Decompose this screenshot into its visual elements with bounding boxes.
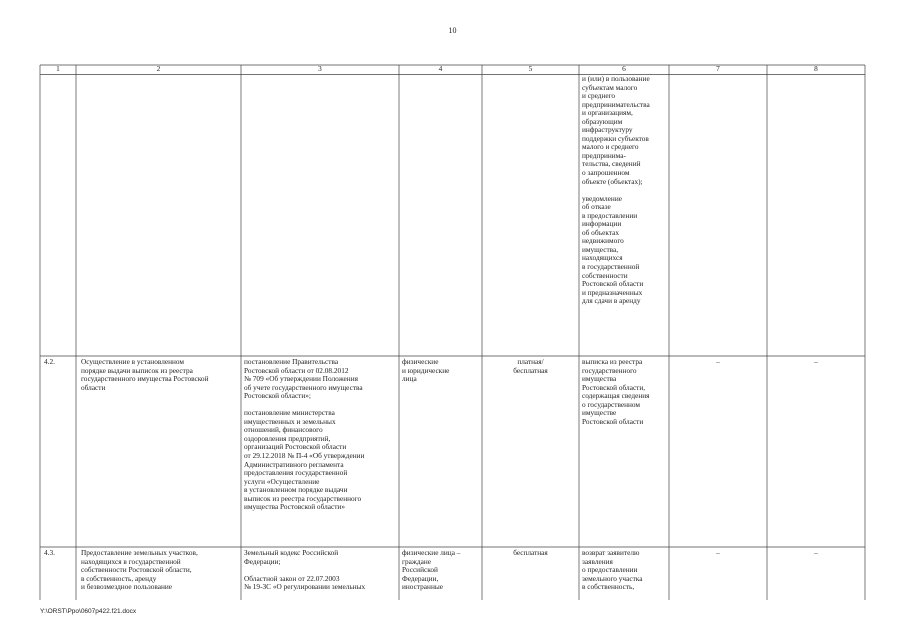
text-line: организаций Ростовской области [244, 442, 347, 452]
text-line: постановление Правительства [244, 358, 339, 366]
text-line: Областной закон от 22.07.2003 [244, 573, 340, 583]
text-line: лица [402, 374, 417, 384]
text-line: бесплатная [513, 365, 548, 375]
col-header-4: 4 [438, 64, 443, 73]
text-line: Земельный кодекс Российской [244, 549, 339, 557]
col-header-7: 7 [716, 64, 720, 73]
text-line: физические [402, 358, 439, 366]
text-line: Федерации, [402, 573, 439, 583]
text-line: объекте (объектах); [582, 176, 643, 186]
text-line: имущества [582, 374, 617, 384]
text-line: услуги «Осуществление [244, 476, 320, 486]
row-4-3-service [81, 549, 239, 592]
text-line: об объектах [582, 227, 619, 237]
text-line: малого и среднего [582, 142, 639, 152]
text-line: собственности [582, 270, 628, 280]
row-4-2-fee [482, 358, 579, 375]
text-line: поддержки субъектов [582, 133, 649, 143]
text-line: содержащая сведения [582, 391, 650, 401]
row-4-3-legal-basis [244, 549, 398, 592]
text-line: заявления [582, 556, 613, 566]
text-line: недвижимого [582, 236, 624, 246]
text-line: и среднего [582, 91, 616, 101]
text-line: иностранные [402, 582, 443, 592]
text-line: в предоставлении [582, 210, 638, 220]
text-line: имуществе [582, 408, 617, 418]
text-line: Ростовской области [582, 279, 644, 289]
text-line: платная/ [517, 358, 544, 366]
text-line: № 19-ЗС «О регулировании земельных [244, 582, 366, 592]
text-line: предпринимательства [582, 99, 650, 109]
text-line: государственного имущества Ростовской [81, 374, 209, 384]
text-line: находящихся в государственной [81, 556, 181, 566]
col-header-6: 6 [622, 64, 626, 73]
text-line: оздоровления предприятий, [244, 433, 331, 443]
text-line: собственности Ростовской области, [81, 565, 192, 575]
text-line: информации [582, 219, 622, 229]
text-line: образующим [582, 116, 623, 126]
text-line: Ростовской области [582, 416, 644, 426]
text-line: находящихся [582, 253, 623, 263]
text-line: в государственной [582, 262, 640, 272]
row-4-3-col8: – [814, 549, 818, 557]
text-line: об отказе [582, 202, 611, 212]
text-line: бесплатная [513, 549, 548, 557]
text-line: государственного [582, 365, 637, 375]
col-header-2: 2 [156, 64, 161, 73]
text-line: от 29.12.2018 № П-4 «Об утверждении [244, 451, 365, 461]
text-line: и безвозмездное пользование [81, 582, 173, 592]
row-4-2-number: 4.2. [44, 358, 55, 366]
text-line: области [81, 382, 106, 392]
text-line: выписка из реестра [582, 358, 643, 366]
text-line: граждане [402, 556, 432, 566]
text-line: выписок из реестра государственного [244, 493, 362, 503]
row-4-2-legal-basis [244, 358, 398, 512]
text-line: отношений, финансового [244, 425, 323, 435]
text-line: субъектам малого [582, 82, 638, 92]
row-4-3-recipients [402, 549, 481, 592]
text-line: физические лица – [402, 549, 461, 557]
text-line: имущества, [582, 244, 619, 254]
text-line: уведомление [582, 193, 622, 203]
row-4-2-service [81, 358, 239, 392]
text-line: и юридические [402, 365, 450, 375]
text-line: порядке выдачи выписок из реестра [81, 365, 193, 375]
text-line: возврат заявителю [582, 549, 640, 557]
text-line: Административного регламента [244, 459, 344, 469]
text-line: и организациям, [582, 108, 633, 118]
text-line: Российской [402, 565, 438, 575]
page-number: 10 [448, 26, 457, 35]
row-4-3-number: 4.3. [44, 549, 55, 557]
col-header-8: 8 [814, 64, 818, 73]
text-line: Ростовской области от 02.08.2012 [244, 365, 349, 375]
text-line: предпринима- [582, 150, 626, 160]
text-line: инфраструктуру [582, 125, 633, 135]
row-4-3-result [582, 549, 668, 592]
text-line: имущественных и земельных [244, 416, 336, 426]
text-line: тельства, сведений [582, 159, 641, 169]
text-line: постановление министерства [244, 408, 335, 418]
text-line: Ростовской области, [582, 382, 646, 392]
col-header-3: 3 [318, 64, 322, 73]
row-4-3-fee [482, 549, 579, 558]
col-header-1: 1 [56, 64, 60, 73]
text-line: предоставления государственной [244, 468, 348, 478]
text-line: о государственном [582, 399, 641, 409]
text-line: о запрошенном [582, 168, 630, 178]
text-line: в установленном порядке выдачи [244, 485, 348, 495]
text-line: Ростовской области»; [244, 391, 311, 401]
row-4-3-col7: – [716, 549, 720, 557]
text-line: в собственность, аренду [81, 573, 157, 583]
text-line: № 709 «Об утверждении Положения [244, 374, 358, 384]
text-line: о предоставлении [582, 565, 638, 575]
text-line: земельного участка [582, 573, 643, 583]
text-line: Предоставление земельных участков, [81, 549, 198, 557]
row-4-2-recipients [402, 358, 481, 384]
row-4-2-col7: – [716, 358, 720, 366]
col-header-5: 5 [528, 64, 533, 73]
text-line: Федерации; [244, 556, 281, 566]
file-path-footer: Y:\ORST\Ppo\0607p422.f21.docx [40, 608, 137, 615]
text-line: в собственность, [582, 582, 635, 592]
text-line: об учете государственного имущества [244, 382, 363, 392]
text-line: имущества Ростовской области» [244, 502, 345, 512]
text-line: и предназначенных [582, 287, 643, 297]
text-line: для сдачи в аренду [582, 296, 641, 306]
row-continuation-col6 [582, 75, 668, 306]
row-4-2-col8: – [814, 358, 818, 366]
text-line: Осуществление в установленном [81, 358, 185, 366]
text-line: и (или) в пользование [582, 75, 650, 83]
row-4-2-result [582, 358, 668, 426]
